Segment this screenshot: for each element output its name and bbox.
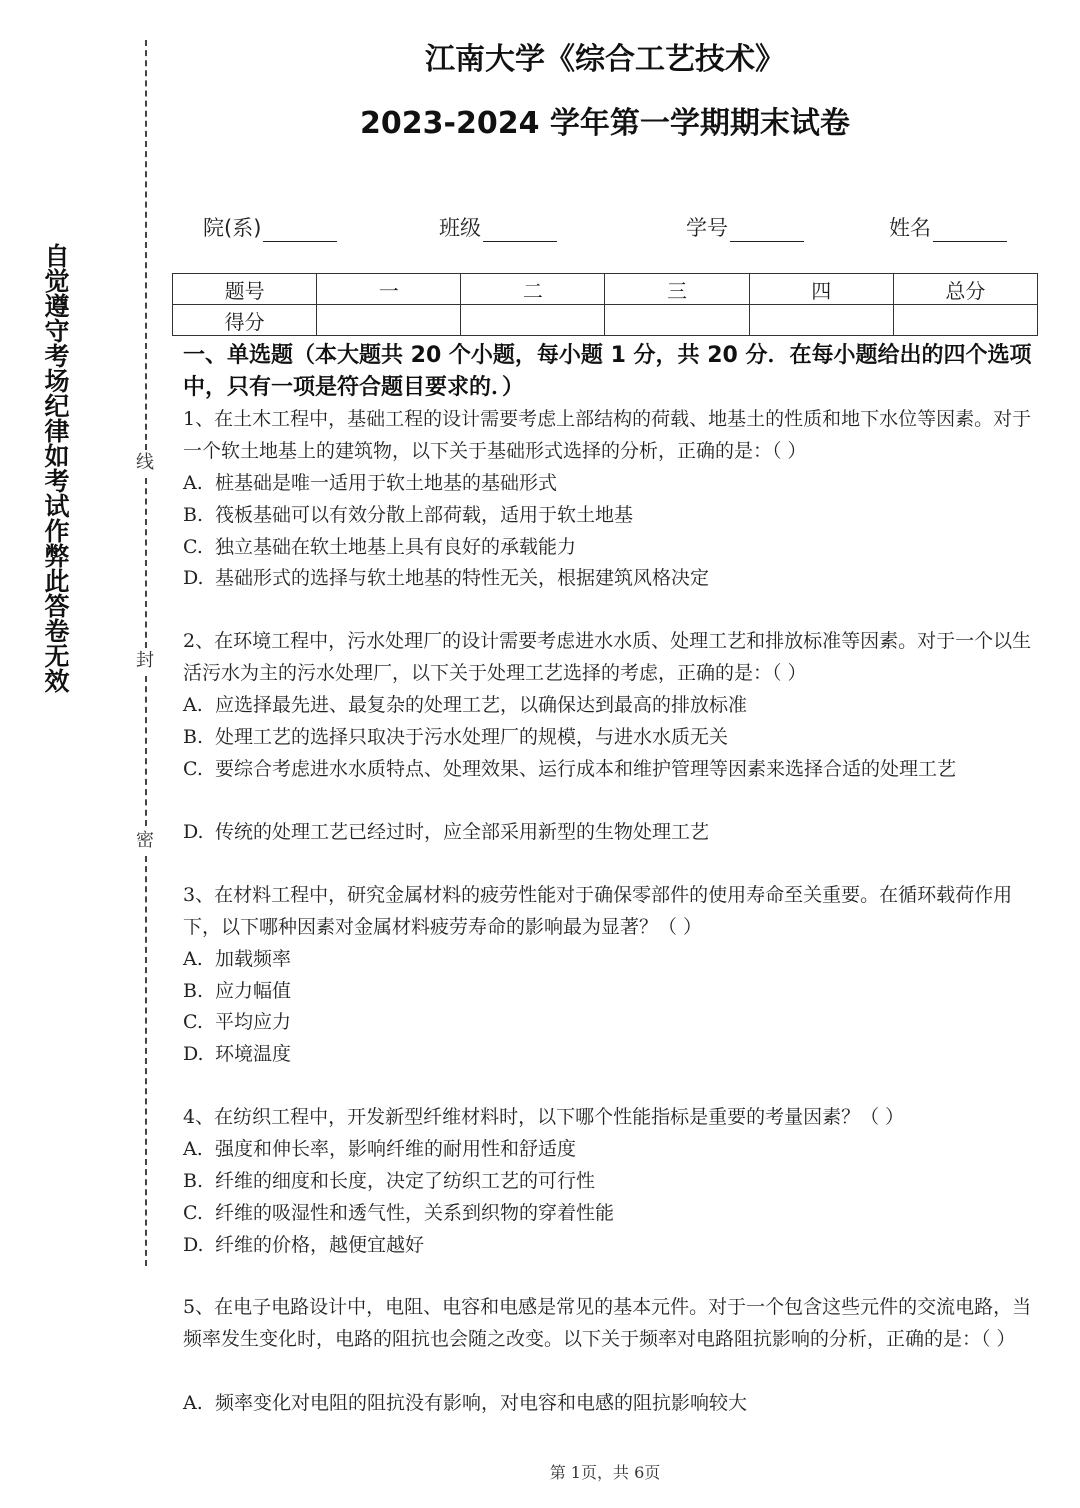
question-option [183, 1387, 1033, 1419]
binding-notice: 自觉遵守考场纪律如考试作弊此答卷无效 [41, 243, 70, 693]
option-letter: C. [183, 536, 203, 558]
option-text: 应力幅值 [215, 980, 292, 1002]
question-option [183, 531, 1033, 563]
question-stem: 1、在土木工程中，基础工程的设计需要考虑上部结构的荷载、地基土的性质和地下水位等因素。对于一个软土地基上的建筑物，以下关于基础形式选择的分析，正确的是：（ ） [183, 408, 1032, 462]
option-letter: B. [183, 1170, 204, 1192]
info-class [439, 212, 557, 242]
question-stem: 3、在材料工程中，研究金属材料的疲劳性能对于确保零部件的使用寿命至关重要。在循环载荷作用下，以下哪种因素对金属材料疲劳寿命的影响最为显著？（ ） [183, 884, 1013, 938]
option-letter: A. [183, 1138, 203, 1160]
option-text: 强度和伸长率，影响纤维的耐用性和舒适度 [215, 1138, 577, 1160]
info-student-id [686, 212, 804, 242]
binding-secret-mark: 密 [133, 830, 157, 852]
info-department [203, 212, 337, 242]
option-letter: C. [183, 1011, 203, 1033]
option-letter: B. [183, 504, 204, 526]
option-letter: C. [183, 758, 203, 780]
option-text: 频率变化对电阻的阻抗没有影响，对电容和电感的阻抗影响较大 [215, 1392, 748, 1414]
question-stem: 5、在电子电路设计中，电阻、电容和电感是常见的基本元件。对于一个包含这些元件的交流电路，当频率发生变化时，电路的阻抗也会随之改变。以下关于频率对电路阻抗影响的分析，正确的是：（ ） [183, 1296, 1032, 1350]
info-name-blank[interactable] [933, 221, 1007, 242]
option-text: 要综合考虑进水水质特点、处理效果、运行成本和维护管理等因素来选择合适的处理工艺 [215, 758, 957, 780]
exam-title: 江南大学《综合工艺技术》 [425, 42, 785, 77]
option-text: 平均应力 [215, 1011, 292, 1033]
question-option [183, 689, 1033, 721]
option-text: 纤维的价格，越便宜越好 [215, 1234, 425, 1256]
option-letter: B. [183, 726, 204, 748]
binding-line-mark: 线 [133, 452, 157, 474]
question-option [183, 721, 1033, 753]
question-option [183, 1165, 1033, 1197]
question-option [183, 1197, 1033, 1229]
option-letter: D. [183, 567, 204, 589]
score-cell[interactable] [605, 305, 749, 336]
question-option [183, 1006, 1033, 1038]
option-letter: A. [183, 1392, 203, 1414]
question-option [183, 753, 1033, 785]
question-option [183, 562, 1033, 594]
score-header-cell: 三 [605, 274, 749, 305]
info-student-id-label: 学号 [686, 216, 728, 240]
score-header-cell: 四 [749, 274, 893, 305]
binding-dashed-line [145, 856, 147, 1266]
score-header-cell: 二 [461, 274, 605, 305]
info-department-blank[interactable] [263, 221, 337, 242]
score-cell[interactable] [461, 305, 605, 336]
option-letter: A. [183, 948, 203, 970]
score-cell[interactable] [749, 305, 893, 336]
option-text: 纤维的吸湿性和透气性，关系到织物的穿着性能 [215, 1202, 615, 1224]
option-text: 传统的处理工艺已经过时，应全部采用新型的生物处理工艺 [215, 821, 710, 843]
score-cell[interactable] [893, 305, 1037, 336]
score-table-score-row [173, 305, 1038, 336]
option-text: 独立基础在软土地基上具有良好的承载能力 [215, 536, 577, 558]
option-text: 加载频率 [215, 948, 292, 970]
info-class-blank[interactable] [483, 221, 557, 242]
score-header-cell: 总分 [893, 274, 1037, 305]
score-header-cell: 题号 [173, 274, 317, 305]
question-stem: 2、在环境工程中，污水处理厂的设计需要考虑进水水质、处理工艺和排放标准等因素。对于一个以生活污水为主的污水处理厂，以下关于处理工艺选择的考虑，正确的是：（ ） [183, 630, 1032, 684]
info-name-label: 姓名 [889, 216, 931, 240]
info-class-label: 班级 [439, 216, 481, 240]
binding-seal-mark: 封 [133, 650, 157, 672]
binding-dashed-line [145, 676, 147, 826]
option-text: 筏板基础可以有效分散上部荷载，适用于软土地基 [215, 504, 634, 526]
question-option [183, 467, 1033, 499]
score-row-label: 得分 [173, 305, 317, 336]
option-text: 应选择最先进、最复杂的处理工艺，以确保达到最高的排放标准 [215, 694, 748, 716]
question-option [183, 1133, 1033, 1165]
score-table-header-row [173, 274, 1038, 305]
option-letter: B. [183, 980, 204, 1002]
question-stem: 4、在纺织工程中，开发新型纤维材料时，以下哪个性能指标是重要的考量因素？（ ） [183, 1106, 905, 1128]
question-option [183, 1038, 1033, 1070]
option-text: 基础形式的选择与软土地基的特性无关，根据建筑风格决定 [215, 567, 710, 589]
option-letter: A. [183, 694, 203, 716]
option-letter: D. [183, 1234, 204, 1256]
page-number: 第 1页，共 6页 [549, 1463, 661, 1482]
option-letter: D. [183, 821, 204, 843]
question-option [183, 975, 1033, 1007]
info-name [889, 212, 1007, 242]
option-text: 处理工艺的选择只取决于污水处理厂的规模，与进水水质无关 [215, 726, 729, 748]
exam-subtitle: 2023-2024 学年第一学期期末试卷 [360, 106, 850, 141]
info-student-id-blank[interactable] [730, 221, 804, 242]
question-option [183, 816, 1033, 848]
option-letter: A. [183, 472, 203, 494]
binding-dashed-line [145, 478, 147, 648]
score-header-cell: 一 [317, 274, 461, 305]
section-heading: 一、单选题（本大题共 20 个小题，每小题 1 分，共 20 分．在每小题给出的四个选项中，只有一项是符合题目要求的．） [183, 343, 1032, 400]
score-table [172, 273, 1038, 336]
option-text: 环境温度 [215, 1043, 292, 1065]
binding-dashed-line [145, 40, 147, 450]
option-text: 桩基础是唯一适用于软土地基的基础形式 [215, 472, 558, 494]
question-option [183, 1229, 1033, 1261]
question-option [183, 499, 1033, 531]
info-department-label: 院(系) [203, 216, 262, 240]
score-cell[interactable] [317, 305, 461, 336]
question-option [183, 943, 1033, 975]
option-letter: D. [183, 1043, 204, 1065]
option-text: 纤维的细度和长度，决定了纺织工艺的可行性 [215, 1170, 596, 1192]
option-letter: C. [183, 1202, 203, 1224]
